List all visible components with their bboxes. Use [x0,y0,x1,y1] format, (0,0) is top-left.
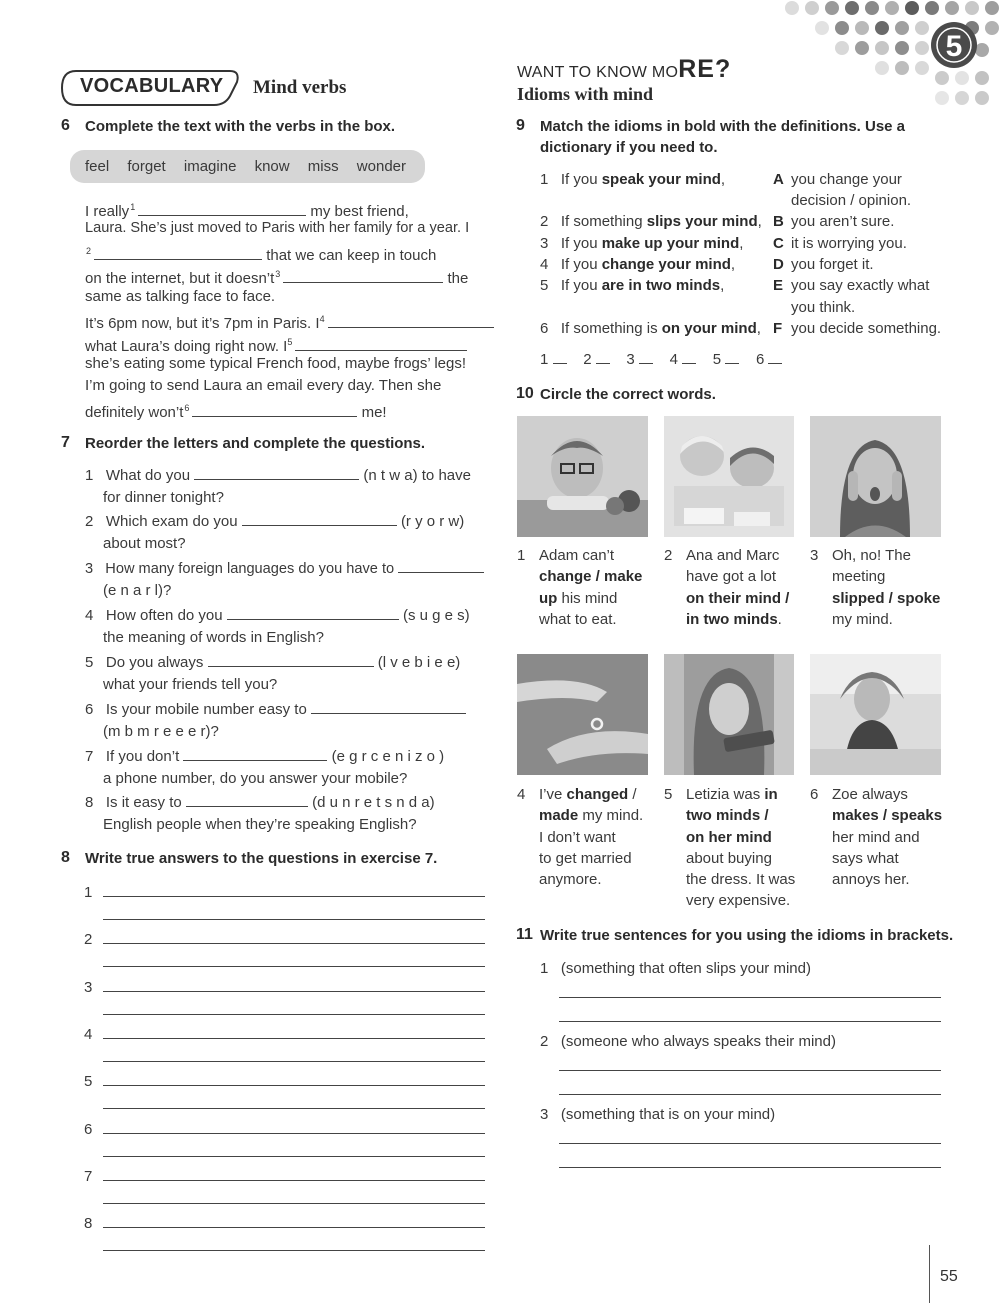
gap-1[interactable] [138,201,306,216]
ex8-answer-line[interactable] [103,1014,485,1015]
definition-e-cont: you think. [791,299,856,316]
idiom-6: 6 If something is on your mind, [540,320,761,337]
ex7-item-5-cont: what your friends tell you? [103,676,278,693]
definition-b: you aren’t sure. [791,213,895,230]
definition-letter-b: B [773,213,784,230]
choice-in-two-minds[interactable]: in two minds [686,610,778,628]
word-imagine: imagine [183,158,237,175]
ex8-num-1: 1 [84,884,93,901]
ex9-answer-gap[interactable] [639,349,653,364]
word-box-words [85,156,406,177]
ex8-answer-line[interactable] [103,1203,485,1204]
exercise-7-instruction: Reorder the letters and complete the questions. [85,435,426,452]
ex7-item-2-cont: about most? [103,535,186,552]
ex7-item-3-cont: (e n a r l)? [103,582,172,599]
ex8-answer-line[interactable] [103,1250,485,1251]
choice-on-their-mind[interactable]: on their mind / [686,589,790,607]
ex7-item-2: 2 Which exam do you (r y o r w) [85,513,465,530]
idiom-5: 5 If you are in two minds, [540,277,725,294]
exercise-8-instruction: Write true answers to the questions in exercise 7. [85,850,438,867]
choice-on-her-mind[interactable]: on her mind [686,828,772,846]
ex7-gap-6[interactable] [311,699,466,714]
gap-2[interactable] [94,245,262,260]
want-to-know-more-heading: WANT TO KNOW MORE? [517,55,732,83]
ex7-item-3: 3 How many foreign languages do you have to [85,558,484,580]
page-number-divider [929,1245,930,1303]
ex6-line-1: I really$^1$ my best friend, [85,202,409,220]
wtkm-subtitle: Idioms with mind [517,84,654,104]
photo-hand-ring [517,654,648,775]
ex6-line-10: definitely $won’t^6$ me! [85,403,387,421]
ex8-answer-line[interactable] [103,991,485,992]
ex7-item-7-cont: a phone number, do you answer your mobile? [103,770,408,787]
ex9-answer-gap[interactable] [682,349,696,364]
ex7-gap-5[interactable] [208,652,374,667]
definition-letter-a: A [773,171,784,188]
definition-a: you change your [791,171,902,188]
ex6-line-9: I’m going to send Laura an email every day. Then she [85,377,442,394]
ex8-num-6: 6 [84,1121,93,1138]
ex8-num-2: 2 [84,931,93,948]
ex8-answer-line[interactable] [103,1156,485,1157]
choice-changed[interactable]: changed [566,786,629,803]
ex11-item-2: 2 (someone who always speaks their mind) [540,1033,836,1050]
ex11-answer-line[interactable] [559,997,941,998]
ex11-answer-line[interactable] [559,1021,941,1022]
ex11-answer-line[interactable] [559,1143,941,1144]
ex7-gap-2[interactable] [242,511,397,526]
word-feel: feel [85,158,110,175]
ex8-answer-line[interactable] [103,1038,485,1039]
ex7-item-6: 6 Is your mobile number easy to [85,699,466,720]
ex7-gap-3[interactable] [398,558,484,573]
ex6-line-6: It’s 6pm now, but it’s 7pm in Paris. $I^4$ [85,309,494,334]
ex11-answer-line[interactable] [559,1094,941,1095]
definition-c: it is worrying you. [791,235,907,252]
ex7-item-7: 7 If you don’t (e g r c e n i z o ) [85,748,445,765]
ex8-answer-line[interactable] [103,896,485,897]
section-subtitle: Mind verbs [253,77,347,98]
ex8-num-7: 7 [84,1168,93,1185]
ex9-answer-gap[interactable] [725,349,739,364]
ex7-item-6-cont: (m b m r e e e r)? [103,723,219,740]
gap-5[interactable] [295,336,467,351]
ex7-item-5: 5 Do you always (l v e b i e e) [85,654,461,671]
ex8-answer-line[interactable] [103,966,485,967]
ex6-line-7: what Laura’s doing right now. $I^5$ [85,332,467,357]
photo-woman-dress [664,654,794,775]
exercise-8-number: 8 [61,849,70,866]
ex9-answer-gap[interactable] [768,349,782,364]
ex7-gap-8[interactable] [186,792,308,807]
word-forget: forget [127,158,166,175]
idiom-4: 4 If you change your mind, [540,256,736,273]
ex8-answer-line[interactable] [103,919,485,920]
ex7-item-8: 8 Is it easy to (d u n r e t s n d a) [85,794,435,811]
ex6-line-8: she’s eating some typical French food, maybe frogs’ legs! [85,355,467,372]
idiom-1: 1 If you speak your mind, [540,171,726,188]
word-wonder: wonder [356,158,406,175]
gap-4[interactable] [328,313,494,328]
ex11-answer-line[interactable] [559,1070,941,1071]
definition-d: you forget it. [791,256,874,273]
idiom-2: 2 If something slips your mind, [540,213,762,230]
ex8-answer-line[interactable] [103,1108,485,1109]
section-heading: VOCABULARY [80,75,224,97]
definition-e: you say exactly what [791,277,930,294]
ex8-answer-line[interactable] [103,1085,485,1086]
definition-letter-c: C [773,235,784,252]
choice-made[interactable]: made [539,807,579,825]
definition-letter-f: F [773,320,783,337]
definition-letter-e: E [773,277,784,294]
ex11-item-3: 3 (something that is on your mind) [540,1106,776,1123]
idiom-3: 3 If you make up your mind, [540,235,744,252]
definition-f: you decide something. [791,320,942,337]
exercise-10-instruction: Circle the correct words. [540,386,716,403]
ex7-gap-1[interactable] [194,465,359,480]
ex7-item-8-cont: English people when they’re speaking English? [103,816,417,833]
exercise-11-number: 11 [516,926,533,943]
ex11-item-1: 1 (something that often slips your mind) [540,960,811,977]
photo-woman-stressed [810,654,941,775]
gap-6[interactable] [192,402,357,417]
exercise-11-instruction: Write true sentences for you using the idioms in brackets. [540,927,954,944]
ex8-num-8: 8 [84,1215,93,1232]
ex6-line-3: $^2$ that we can keep in touch [86,246,437,264]
ex7-item-1: 1 What do you (n t w a) to have [85,467,471,484]
exercise-6-number: 6 [61,117,70,134]
ex7-gap-4[interactable] [227,605,399,620]
ex8-num-3: 3 [84,979,93,996]
exercise-9-instruction-2: dictionary if you need to. [540,139,718,156]
choice-slipped-spoke[interactable]: slipped / spoke [832,589,941,607]
exercise-9-number: 9 [516,117,525,134]
ex8-num-5: 5 [84,1073,93,1090]
ex8-answer-line[interactable] [103,943,485,944]
exercise-7-number: 7 [61,434,70,451]
page-number: 55 [940,1268,958,1285]
photo-two-kids-worried [664,416,794,537]
word-miss: miss [307,158,339,175]
ex8-answer-line[interactable] [103,1227,485,1228]
definition-letter-d: D [773,256,784,273]
ex7-gap-7[interactable] [183,746,327,761]
ex8-answer-line[interactable] [103,1133,485,1134]
choice-makes-speaks[interactable]: makes / speaks [832,807,943,825]
ex7-item-4: 4 How often do you (s u g e s) [85,607,470,624]
exercise-9-instruction: Match the idioms in bold with the definitions. Use a [540,118,906,135]
ex8-answer-line[interactable] [103,1061,485,1062]
photo-woman-shocked [810,416,941,537]
ex9-answer-gap[interactable] [596,349,610,364]
decorative-dots [780,0,1000,110]
photo-boy-thinking [517,416,648,537]
exercise-6-instruction: Complete the text with the verbs in the box. [85,118,396,135]
ex7-item-4-cont: the meaning of words in English? [103,629,324,646]
ex9-answer-row: 1 2 3 4 5 6 [540,349,782,370]
ex8-answer-line[interactable] [103,1180,485,1181]
choice-two-minds[interactable]: two minds / [686,807,769,825]
definition-a-cont: decision / opinion. [791,192,912,209]
ex6-line-5: same as talking face to face. [85,288,276,305]
choice-change-make[interactable]: change / make [539,568,643,586]
gap-3[interactable] [283,268,443,283]
exercise-10-number: 10 [516,385,534,402]
choice-in-two-minds-5[interactable]: in [764,786,778,803]
unit-badge: 5 [945,30,963,63]
word-know: know [254,158,290,175]
ex7-item-1-cont: for dinner tonight? [103,489,224,506]
ex9-answer-gap[interactable] [553,349,567,364]
ex6-line-2: Laura. She’s just moved to Paris with her family for a year. I [85,220,470,236]
ex6-line-4: on the internet, but it $doesn’t^3$ the [85,269,469,287]
ex11-answer-line[interactable] [559,1167,941,1168]
ex8-num-4: 4 [84,1026,93,1043]
